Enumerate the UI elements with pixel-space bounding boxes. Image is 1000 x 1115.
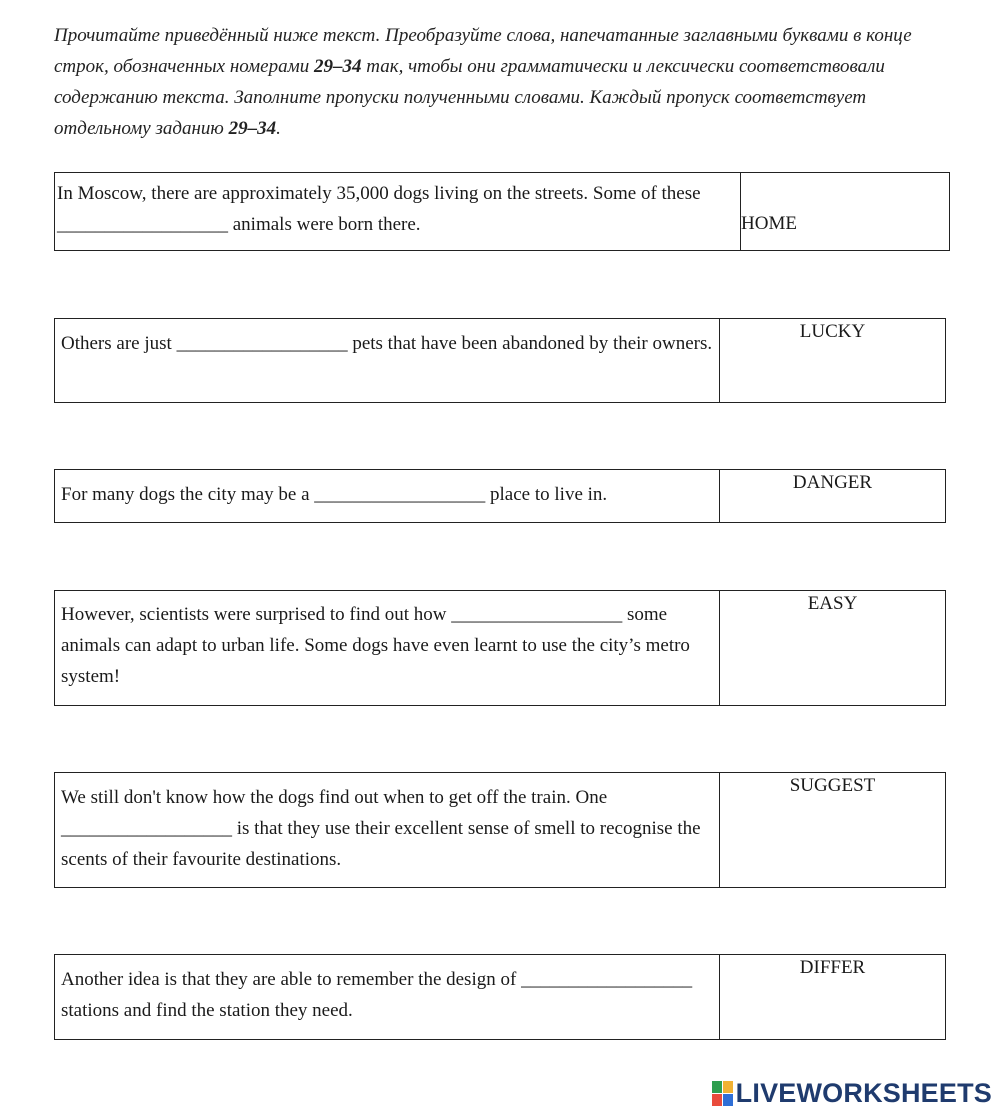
task-sentence: In Moscow, there are approximately 35,000 dogs living on the streets. Some of these __________________ animals were born there. — [55, 173, 741, 250]
logo-square-blue — [723, 1094, 733, 1106]
instructions-text-2: так, чтобы они грамматически и лексически соответствовали содержанию текста. Заполните пропуски полученными словами. Каждый пропуск соответствует отдельному заданию — [54, 56, 885, 139]
liveworksheets-logo — [712, 1078, 992, 1109]
task-sentence: However, scientists were surprised to find out how __________________ some animals can adapt to urban life. Some dogs have even learnt to use the city’s metro system! — [55, 591, 720, 705]
keyword-danger: DANGER — [792, 472, 873, 493]
task-row-easy — [54, 590, 946, 706]
instructions — [54, 20, 954, 144]
keyword-differ: DIFFER — [799, 957, 866, 978]
task-range: 29–34 — [313, 56, 362, 77]
answer-blank[interactable]: __________________ — [61, 818, 232, 839]
task-range: 29–34 — [228, 118, 277, 139]
answer-blank[interactable]: __________________ — [451, 604, 623, 625]
instructions-text-1: Прочитайте приведённый ниже текст. Преобразуйте слова, напечатанные заглавными буквами в конце строк, обозначенных номерами — [54, 25, 912, 77]
liveworksheets-logo-icon — [712, 1081, 733, 1106]
task-sentence: For many dogs the city may be a __________________ place to live in. — [55, 470, 720, 522]
task-sentence: We still don't know how the dogs find out when to get off the train. One__________________ is that they use their excellent sense of smell to recognise the scents of their favourite destinations. — [55, 773, 720, 887]
logo-square-green — [712, 1081, 722, 1093]
answer-blank[interactable]: __________________ — [314, 484, 486, 505]
task-sentence: Others are just __________________ pets that have been abandoned by their owners. — [55, 319, 720, 402]
keyword-lucky: LUCKY — [799, 321, 866, 342]
task-sentence: Another idea is that they are able to remember the design of __________________ stations and find the station they need. — [55, 955, 720, 1039]
logo-square-red — [712, 1094, 722, 1106]
keyword-suggest: SUGGEST — [789, 775, 876, 796]
task-row-danger — [54, 469, 946, 523]
logo-square-yellow — [723, 1081, 733, 1093]
keyword-home: HOME — [741, 213, 797, 234]
task-row-lucky — [54, 318, 946, 403]
task-row-differ — [54, 954, 946, 1040]
task-row-suggest — [54, 772, 946, 888]
answer-blank[interactable]: __________________ — [57, 214, 228, 235]
task-row-home — [54, 172, 950, 251]
keyword-easy: EASY — [807, 593, 858, 614]
answer-blank[interactable]: __________________ — [521, 969, 693, 990]
instructions-text-3: . — [276, 118, 281, 139]
answer-blank[interactable]: __________________ — [176, 333, 348, 354]
logo-text: LIVEWORKSHEETS — [735, 1078, 992, 1108]
